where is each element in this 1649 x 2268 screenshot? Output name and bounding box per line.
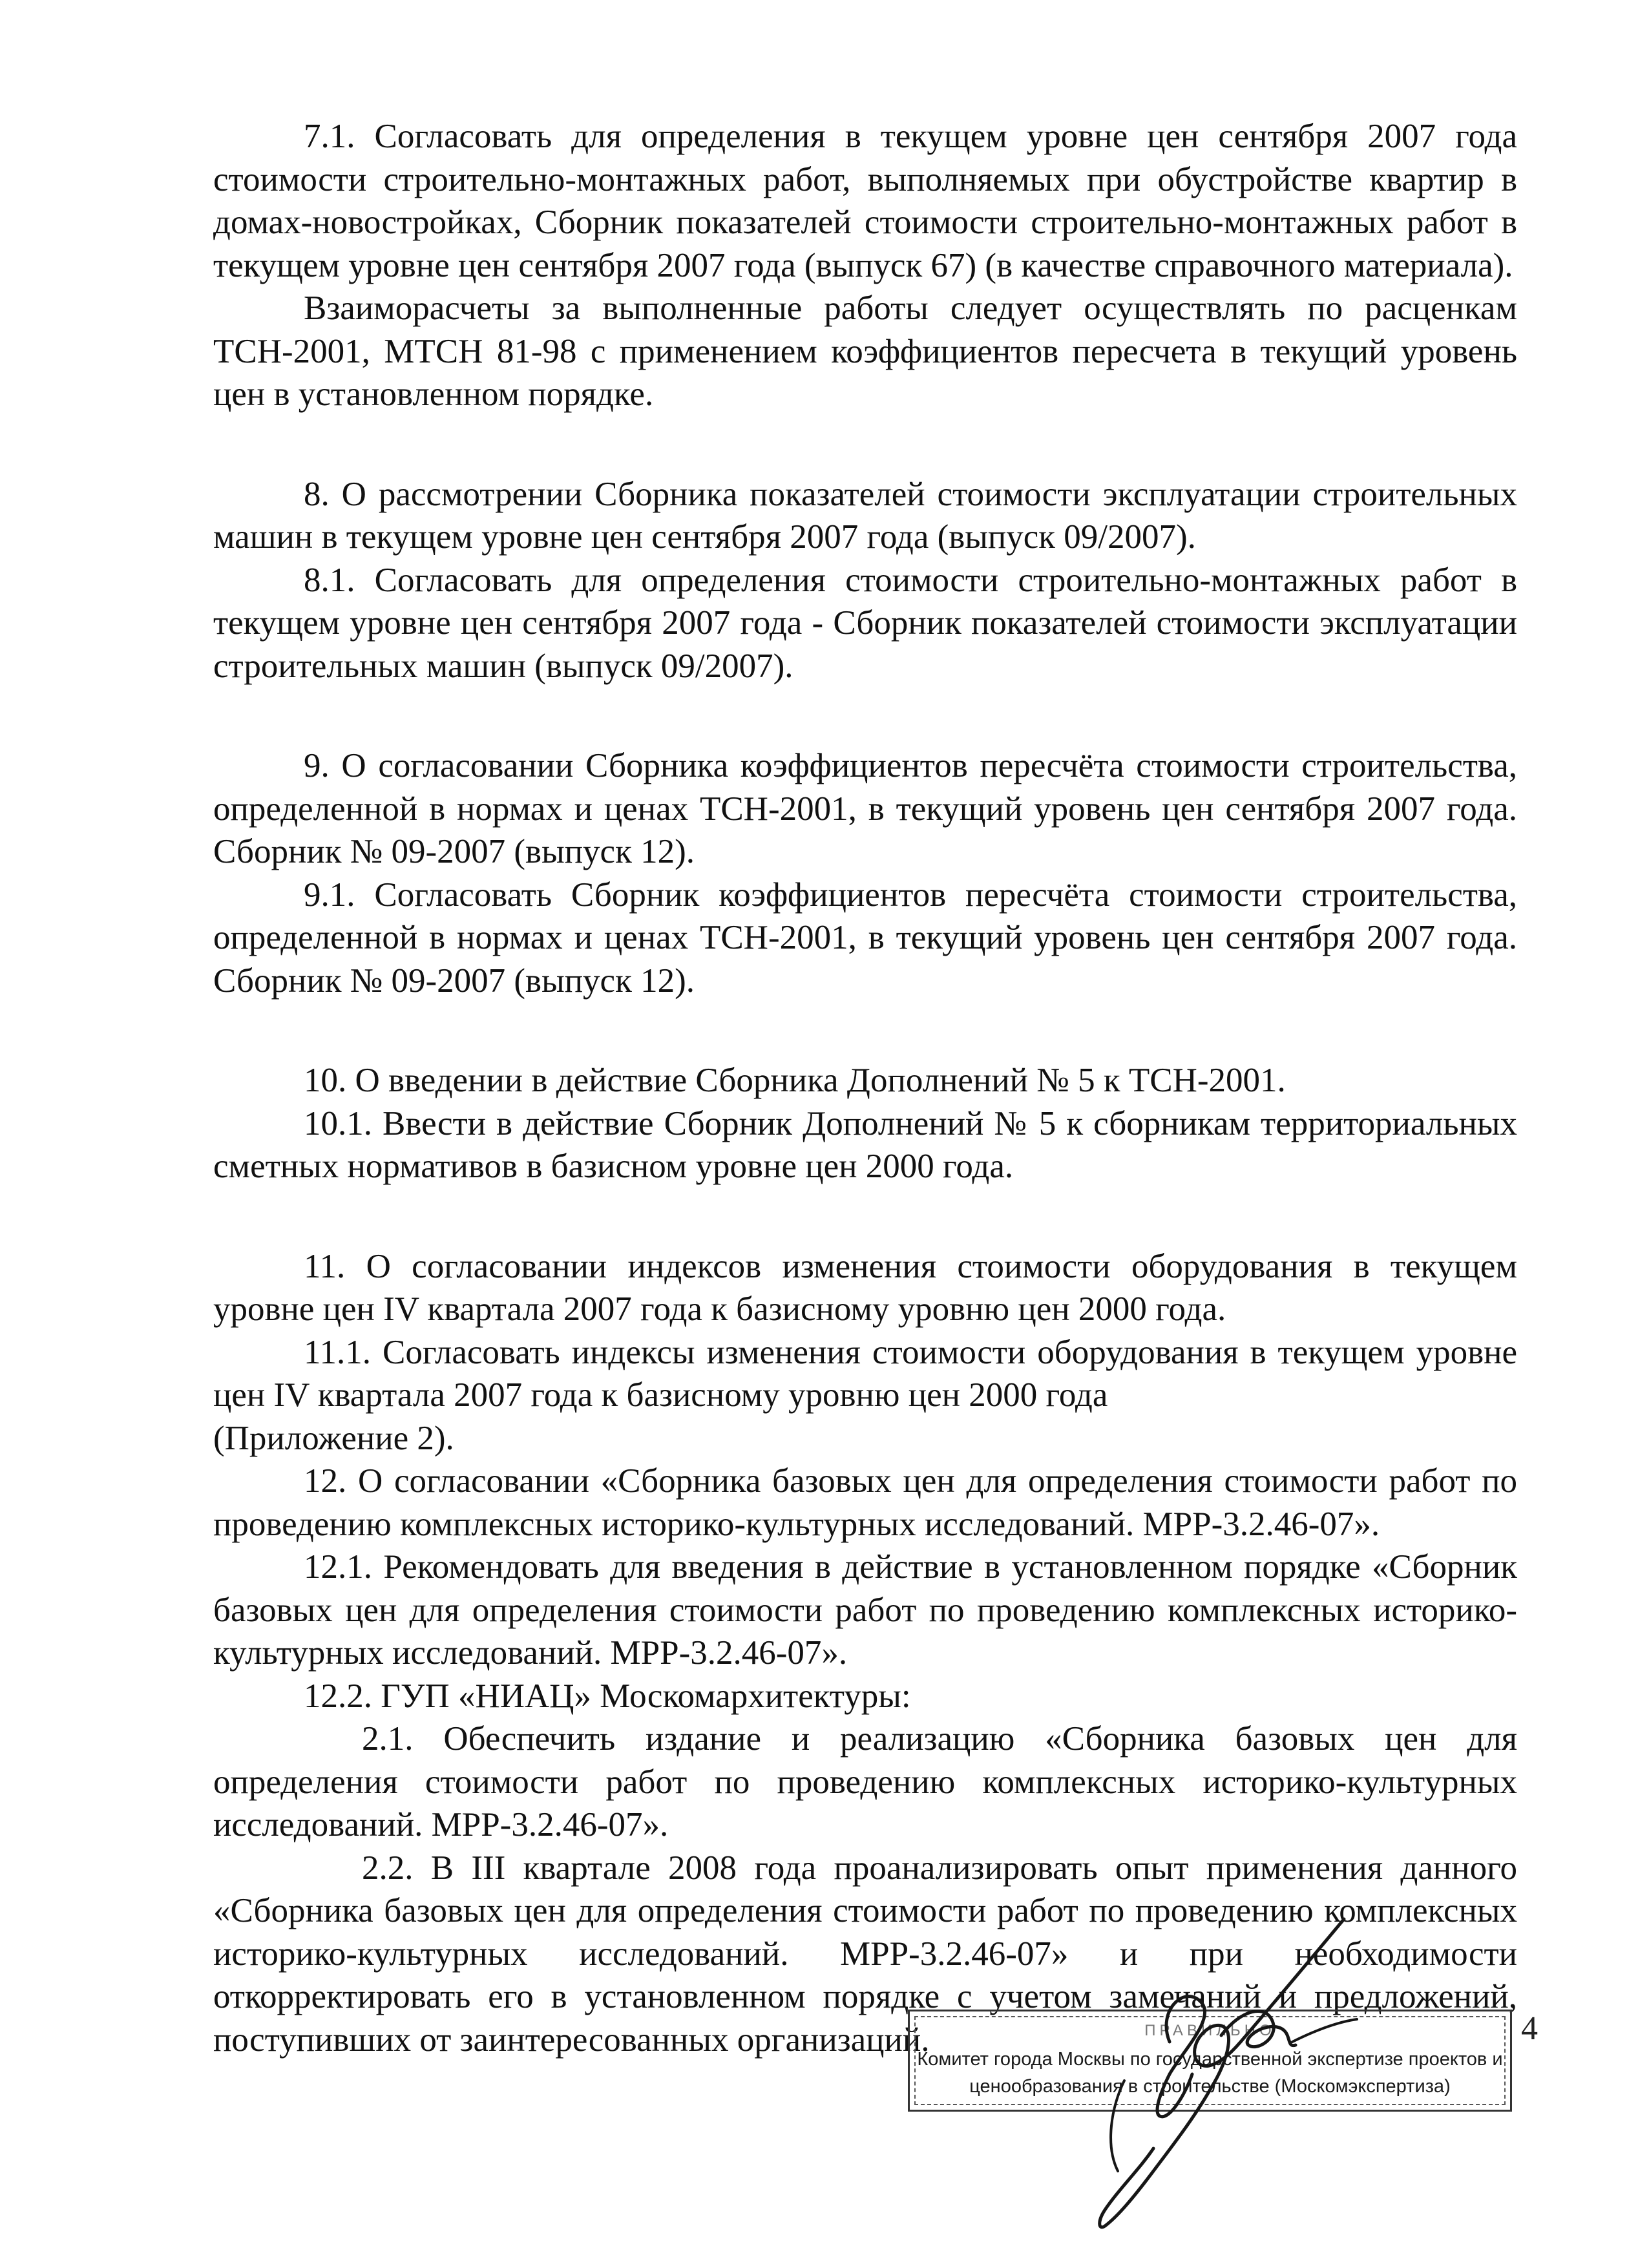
- paragraph-2-2: 2.2. В III квартале 2008 года проанализировать опыт применения данного «Сборника базовых цен для определения стоимости работ по проведению комплексных историко-культурных исследований. МРР-3.2.46-07» и при необходимости откорректировать его в установленном порядке с учетом замечаний и предложений, поступивших от заинтересованных организаций.: [213, 1849, 1517, 2059]
- paragraph-8: 8. О рассмотрении Сборника показателей стоимости эксплуатации строительных машин в текущем уровне цен сентября 2007 года (выпуск 09/2007).: [213, 475, 1517, 556]
- paragraph-9: 9. О согласовании Сборника коэффициентов пересчёта стоимости строительства, определенной в нормах и ценах ТСН-2001, в текущий уровень цен сентября 2007 года. Сборник № 09-2007 (выпуск 12).: [213, 747, 1517, 870]
- paragraph-9-1: 9.1. Согласовать Сборник коэффициентов пересчёта стоимости строительства, определенной в нормах и ценах ТСН-2001, в текущий уровень цен сентября 2007 года. Сборник № 09-2007 (выпуск 12).: [213, 876, 1517, 1000]
- paragraph-11-1: 11.1. Согласовать индексы изменения стоимости оборудования в текущем уровне цен IV квартала 2007 года к базисному уровню цен 2000 года: [213, 1333, 1517, 1414]
- paragraph-12-2: 12.2. ГУП «НИАЦ» Москомархитектуры:: [304, 1677, 911, 1715]
- stamp-organization-line1: Комитет города Москвы по государственной экспертизе проектов и: [917, 2049, 1503, 2070]
- paragraph-11: 11. О согласовании индексов изменения стоимости оборудования в текущем уровне цен IV квартала 2007 года к базисному уровню цен 2000 года.: [213, 1247, 1517, 1328]
- paragraph-12-1: 12.1. Рекомендовать для введения в действие в установленном порядке «Сборник базовых цен для определения стоимости работ по проведению комплексных историко-культурных исследований. МРР-3.2.46-07».: [213, 1548, 1517, 1672]
- paragraph-12: 12. О согласовании «Сборника базовых цен для определения стоимости работ по проведению комплексных историко-культурных исследований. МРР-3.2.46-07».: [213, 1462, 1517, 1543]
- stamp-title: ПРАВИЛЬНО: [1144, 2022, 1276, 2039]
- paragraph-10-1: 10.1. Ввести в действие Сборник Дополнений № 5 к сборникам территориальных сметных нормативов в базисном уровне цен 2000 года.: [213, 1104, 1517, 1185]
- paragraph-appendix-ref: (Приложение 2).: [213, 1419, 454, 1457]
- stamp-organization-line2: ценообразования в строительстве (Москомэкспертиза): [969, 2076, 1451, 2097]
- handwritten-signature: [1008, 1913, 1409, 2249]
- paragraph-7-1: 7.1. Согласовать для определения в текущем уровне цен сентября 2007 года стоимости строительно-монтажных работ, выполняемых при обустройстве квартир в домах-новостройках, Сборник показателей стоимости строительно-монтажных работ в текущем уровне цен сентября 2007 года (выпуск 67) (в качестве справочного материала).: [213, 118, 1517, 284]
- paragraph-settlements: Взаиморасчеты за выполненные работы следует осуществлять по расценкам ТСН-2001, МТСН 81-98 с применением коэффициентов пересчета в текущий уровень цен в установленном порядке.: [213, 289, 1517, 413]
- paragraph-2-1: 2.1. Обеспечить издание и реализацию «Сборника базовых цен для определения стоимости работ по проведению комплексных историко-культурных исследований. МРР-3.2.46-07».: [213, 1720, 1517, 1843]
- page-number: 4: [1521, 2010, 1538, 2047]
- paragraph-10: 10. О введении в действие Сборника Дополнений № 5 к ТСН-2001.: [304, 1062, 1286, 1099]
- document-body: [213, 115, 1517, 2061]
- paragraph-8-1: 8.1. Согласовать для определения стоимости строительно-монтажных работ в текущем уровне цен сентября 2007 года - Сборник показателей стоимости эксплуатации строительных машин (выпуск 09/2007).: [213, 561, 1517, 685]
